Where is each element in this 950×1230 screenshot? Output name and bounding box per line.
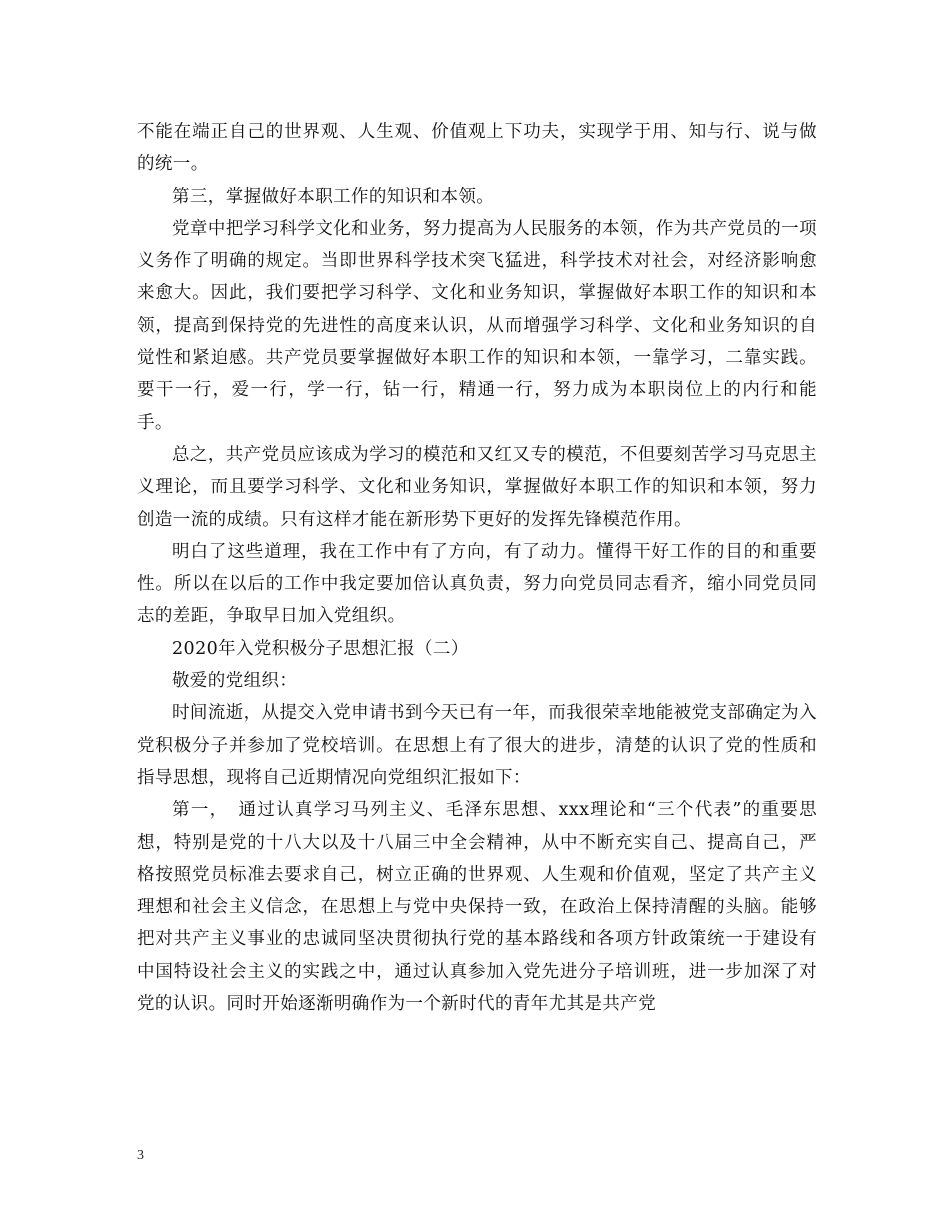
paragraph-party-constitution: 党章中把学习科学文化和业务，努力提高为人民服务的本领，作为共产党员的一项义务作了明确的规定。当即世界科学技术突飞猛进，科学技术对社会，对经济影响愈来愈大。因此，我们要把学习科学、文化和业务知识，掌握做好本职工作的知识和本领，提高到保持党的先进性的高度来认识，从而增强学习科学、文化和业务知识的自觉性和紧迫感。共产党员要掌握做好本职工作的知识和本领，一靠学习，二靠实践。要干一行，爱一行，学一行，钻一行，精通一行，努力成为本职岗位上的内行和能手。	[137, 218, 817, 433]
paragraph-conclusion: 明白了这些道理，我在工作中有了方向，有了动力。懂得干好工作的目的和重要性。所以在以后的工作中我定要加倍认真负责，努力向党员同志看齐，缩小同党员同志的差距，争取早日加入党组织。	[137, 541, 817, 627]
page-number: 3	[137, 1148, 144, 1163]
report-two-title: 2020年入党积极分子思想汇报（二）	[172, 638, 469, 659]
paragraph-continuation: 不能在端正自己的世界观、人生观、价值观上下功夫，实现学于用、知与行、说与做的统一。	[137, 122, 817, 175]
paragraph-introduction: 时间流逝，从提交入党申请书到今天已有一年，而我很荣幸地能被党支部确定为入党积极分子并参加了党校培训。在思想上有了很大的进步，清楚的认识了党的性质和指导思想，现将自己近期情况向党组织汇报如下：	[137, 703, 817, 788]
paragraph-point-three-heading: 第三，掌握做好本职工作的知识和本领。	[172, 186, 495, 207]
paragraph-point-one: 第一， 通过认真学习马列主义、毛泽东思想、xxx理论和“三个代表”的重要思想，特别是党的十八大以及十八届三中全会精神，从中不断充实自己、提高自己，严格按照党员标准去要求自己，树立正确的世界观、人生观和价值观，坚定了共产主义理想和社会主义信念，在思想上与党中央保持一致，在政治上保持清醒的头脑。能够把对共产主义事业的忠诚同坚决贯彻执行党的基本路线和各项方针政策统一于建设有中国特设社会主义的实践之中，通过认真参加入党先进分子培训班，进一步加深了对党的认识。同时开始逐渐明确作为一个新时代的青年尤其是共产党	[137, 800, 817, 1015]
paragraph-summary: 总之，共产党员应该成为学习的模范和又红又专的模范，不但要刻苦学习马克思主义理论，而且要学习科学、文化和业务知识，掌握做好本职工作的知识和本领，努力创造一流的成绩。只有这样才能在新形势下更好的发挥先锋模范作用。	[137, 444, 817, 530]
salutation: 敬爱的党组织：	[172, 671, 298, 692]
document-body	[137, 116, 817, 1020]
